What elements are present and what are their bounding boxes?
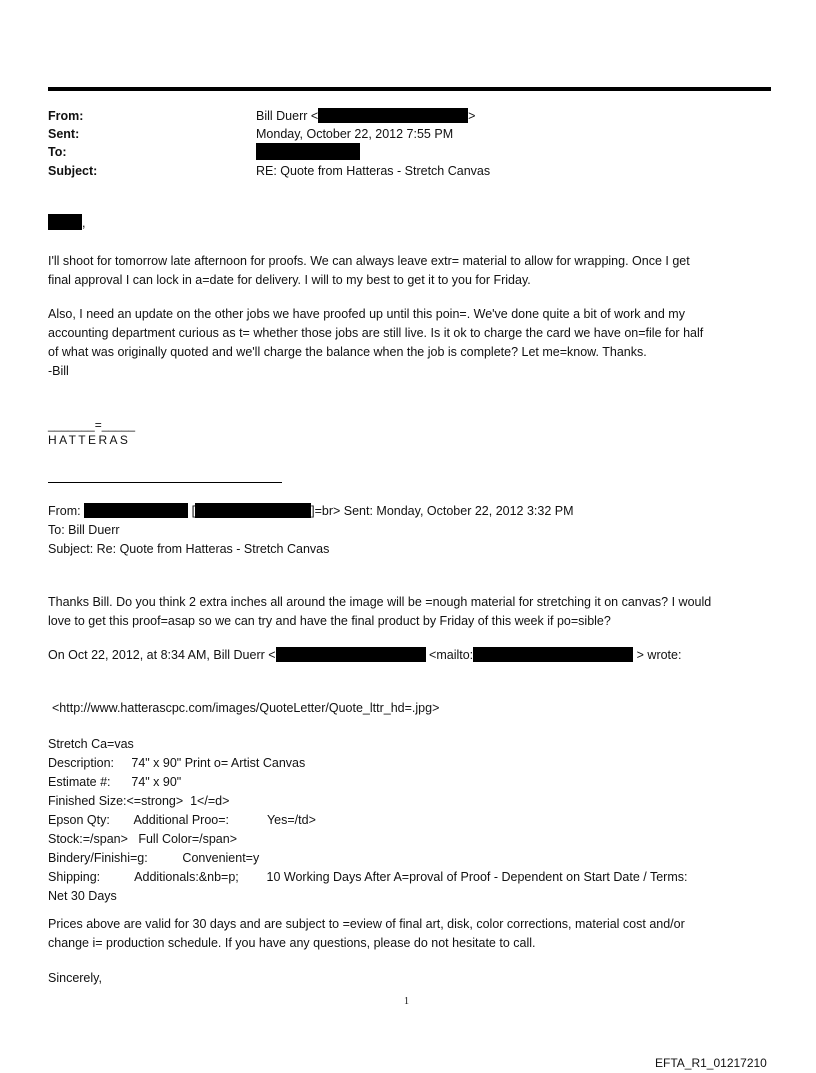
- from-close: >: [468, 109, 476, 123]
- sign-off: -Bill: [48, 364, 69, 378]
- quote-row: Shipping: Additionals:&nb=p; 10 Working Days After A=proval of Proof - Dependent on Start Date / Terms:: [48, 870, 688, 884]
- company-name: HATTERAS: [48, 433, 131, 447]
- redaction-box: [195, 503, 311, 518]
- closing: Sincerely,: [48, 971, 102, 985]
- quote-row: Estimate #: 74" x 90": [48, 775, 182, 789]
- quote-row: Stock:=/span> Full Color=/span>: [48, 832, 237, 846]
- wrote-mailto: <mailto:: [429, 648, 474, 662]
- signature-underline: _______=_____: [48, 418, 136, 432]
- header-sent-row: [48, 125, 748, 143]
- quoted-bracket: [: [191, 504, 196, 518]
- text-line: final approval I can lock in a=date for delivery. I will to my best to get it to you for Friday.: [48, 273, 531, 287]
- quoted-from-suffix: ]=br> Sent: Monday, October 22, 2012 3:32 PM: [311, 504, 574, 518]
- quoted-subject-line: Subject: Re: Quote from Hatteras - Stretch Canvas: [48, 542, 330, 556]
- from-label: From:: [48, 109, 84, 123]
- from-value: [256, 107, 475, 125]
- redaction-box: [84, 503, 188, 518]
- reply-paragraph-1: [48, 252, 768, 290]
- salutation-comma: ,: [82, 216, 86, 230]
- separator-line: [48, 482, 282, 483]
- page-number: 1: [404, 996, 409, 1007]
- text-line: of what was originally quoted and we'll charge the balance when the job is complete? Let me=know. Thanks.: [48, 345, 647, 359]
- wrote-suffix: > wrote:: [636, 648, 682, 662]
- salutation: [48, 214, 768, 233]
- top-rule: [48, 87, 771, 91]
- wrote-line: [48, 646, 768, 665]
- redaction-box: [48, 214, 82, 230]
- quote-row: Finished Size:<=strong> 1</=d>: [48, 794, 230, 808]
- text-line: I'll shoot for tomorrow late afternoon for proofs. We can always leave extr= material to allow for wrapping. Once I get: [48, 254, 690, 268]
- text-line: love to get this proof=asap so we can try and have the final product by Friday of this week if po=sible?: [48, 614, 611, 628]
- image-link[interactable]: <http://www.hatterascpc.com/images/QuoteLetter/Quote_lttr_hd=.jpg>: [52, 701, 440, 715]
- quote-row: Bindery/Finishi=g: Convenient=y: [48, 851, 260, 865]
- quote-row: Epson Qty: Additional Proo=: Yes=/td>: [48, 813, 316, 827]
- text-line: accounting department curious as t= whether those jobs are still live. Is it ok to charge the card we have on=file for half: [48, 326, 704, 340]
- quoted-to-line: To: Bill Duerr: [48, 523, 120, 537]
- header-to-row: [48, 143, 748, 161]
- header-from-row: [48, 107, 748, 125]
- text-line: Thanks Bill. Do you think 2 extra inches all around the image will be =nough material for stretching it on canvas? I would: [48, 595, 712, 609]
- header-subject-row: [48, 162, 748, 180]
- quote-row: Net 30 Days: [48, 889, 117, 903]
- to-value: [256, 143, 360, 162]
- subject-value: RE: Quote from Hatteras - Stretch Canvas: [256, 164, 491, 178]
- quoted-from-label: From:: [48, 504, 81, 518]
- subject-label: Subject:: [48, 164, 98, 178]
- reply-paragraph-2: [48, 305, 768, 381]
- to-label: To:: [48, 145, 67, 159]
- text-line: Prices above are valid for 30 days and are subject to =eview of final art, disk, color corrections, material cost and/or: [48, 917, 685, 931]
- from-sender: Bill Duerr <: [256, 109, 319, 123]
- quoted-wrote-line: [48, 646, 768, 665]
- redaction-box: [473, 647, 633, 662]
- document-id: EFTA_R1_01217210: [655, 1056, 767, 1070]
- text-line: Also, I need an update on the other jobs we have proofed up until this poin=. We've done quite a bit of work and my: [48, 307, 685, 321]
- redaction-box: [256, 143, 360, 160]
- quote-details: [48, 735, 768, 906]
- quoted-from-line: [48, 502, 768, 521]
- quoted-body: [48, 593, 768, 631]
- quote-row: Description: 74" x 90" Print o= Artist Canvas: [48, 756, 306, 770]
- quote-row: Stretch Ca=vas: [48, 737, 134, 751]
- quoted-header: [48, 502, 768, 559]
- prices-paragraph: [48, 915, 768, 953]
- redaction-box: [318, 108, 468, 123]
- sent-label: Sent:: [48, 127, 80, 141]
- sent-value: Monday, October 22, 2012 7:55 PM: [256, 127, 454, 141]
- redaction-box: [276, 647, 426, 662]
- text-line: change i= production schedule. If you have any questions, please do not hesitate to call.: [48, 936, 536, 950]
- wrote-prefix: On Oct 22, 2012, at 8:34 AM, Bill Duerr <: [48, 648, 276, 662]
